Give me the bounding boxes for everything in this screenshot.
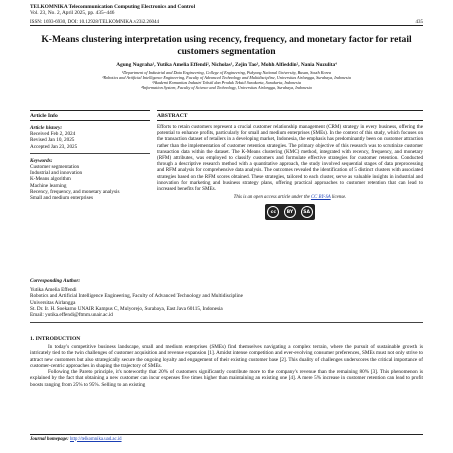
paper-title: K-Means clustering interpretation using recency, frequency, and monetary factor for retail customers segmentation: [41, 34, 412, 57]
article-info-column: [30, 110, 150, 202]
article-history-label: Article history:: [30, 125, 63, 131]
journal-name: TELKOMNIKA Telecommunication Computing Electronics and Control: [30, 4, 196, 10]
corresponding-rule: [30, 322, 423, 323]
journal-volume: Vol. 23, No. 2, April 2025, pp. 435~446: [30, 10, 115, 17]
corresponding-author: [30, 278, 423, 323]
keyword: Machine learning: [30, 182, 67, 189]
issn-doi: ISSN: 1693-6930, DOI: 10.12928/TELKOMNIKA.v23i2.26044: [30, 20, 160, 25]
page-footer: [30, 434, 423, 442]
revised-date: Revised Jan 10, 2025: [30, 137, 75, 144]
corresponding-label: Corresponding Author:: [30, 278, 81, 284]
open-access-suffix: license.: [330, 195, 347, 201]
abstract-text: Efforts to retain customers represent a crucial customer relationship management (CRM) strategy in every business, offering the potential to enhance profits, particularly for small and medium enterprises (SMEs). In the context of this study, which focuses on the transaction dataset of retailers in a developing market, Indonesia, the emphasis has predominantly been on customer attraction rather than the implementation of customer retention strategies. The primary objective of this research was to scrutinize customer transaction data within the dataset. The K-Means clustering (KMC) method, integrated with recency, frequency, and monetary (RFM) attributes, was employed to classify customers and formulate effective strategies for customer retention. Conducted through a descriptive research method with a quantitative approach, the study involved sequential stages of data preprocessing and RFM analysis for comprehensive data analysis. The outcomes revealed the identification of 5 distinct clusters with associated strategies based on the RFM scores obtained. These strategies, tailored to each cluster, serve as valuable insights in industrial and innovation for marketing and business strategy plans, offering practical approaches to customer retention that can lead to increased benefits for SMEs.: [157, 124, 423, 193]
affiliation-4: ⁴Information System, Faculty of Science and Technology, Universitas Airlangga, Surabaya, Indonesia: [141, 85, 312, 91]
keyword: Customer segmentation: [30, 163, 80, 170]
keyword: Small and medium enterprises: [30, 195, 93, 202]
introduction-heading: 1. INTRODUCTION: [30, 336, 81, 342]
corresponding-email[interactable]: Email: yutika.effendi@ftmm.unair.ac.id: [30, 312, 113, 319]
open-access-prefix: This is an open access article under the: [233, 195, 311, 201]
attribution-icon: BY: [284, 206, 296, 218]
keywords-list: [30, 164, 150, 202]
keyword: Recency, frequency, and monetary analysis: [30, 189, 120, 196]
info-divider: [30, 153, 150, 154]
corresponding-university: Universitas Airlangga: [30, 299, 76, 306]
journal-header: [30, 4, 195, 17]
affiliation-1: ¹Department of Industrial and Data Engineering, College of Engineering, Pukyong National University, Busan, South Korea: [121, 70, 332, 75]
homepage-label: Journal homepage:: [30, 436, 69, 442]
corresponding-name: Yutika Amelia Effendi: [30, 287, 77, 293]
received-date: Received Feb 2, 2024: [30, 131, 76, 137]
article-history: [30, 131, 150, 150]
page-number: 435: [415, 20, 423, 25]
article-info-heading: Article Info: [30, 110, 150, 121]
homepage-link[interactable]: http://telkomnika.uad.ac.id: [69, 436, 122, 442]
accepted-date: Accepted Jan 23, 2025: [30, 143, 78, 150]
cc-license-badge[interactable]: [265, 204, 315, 220]
keywords-label: Keywords:: [30, 157, 53, 164]
abstract-column: [157, 110, 423, 220]
open-access-note: [157, 195, 423, 200]
affiliation-2: ²Robotics and Artificial Intelligence Engineering, Faculty of Advanced Technology and Multidiscipline, Universitas Airlangga, Surabaya, Indonesia: [102, 75, 351, 81]
affiliation-3: ³Akademi Komunitas Industri Tekstil dan Produk Tekstil Surakarta, Surakarta, Indonesia: [152, 80, 301, 86]
introduction-section: [30, 336, 423, 388]
intro-paragraph: Following the Pareto principle, it's noteworthy that 20% of customers significantly contribute more to the company's revenue than the remaining 80% [3]. This phenomenon is explained by the fact that obtaining a new customer can incur expenses five times higher than maintaining an existing one [4]. A mere 5% increase in customer retention can lead to profit boosts ranging from 25% to 95%. Selling to an existing: [30, 369, 423, 388]
corresponding-affiliation: Robotics and Artificial Intelligence Engineering, Faculty of Advanced Technology and Multidiscipline: [30, 293, 243, 300]
intro-paragraph: In today's competitive business landscape, small and medium enterprises (SMEs) find themselves navigating a complex terrain, where the pursuit of sustainable growth is intricately tied to the twin challenges of customer acquisition and revenue expansion [1]. Amidst intense competition and ever-evolving consumer preferences, SMEs must not only strive to attract new customers but also strategically secure the ongoing loyalty and engagement of their existing customer base [2]. This duality of challenges underscores the critical importance of customer-centric approaches in shaping the trajectory of SMEs.: [30, 344, 423, 369]
affiliations: [40, 70, 413, 90]
abstract-heading: ABSTRACT: [157, 110, 423, 121]
keyword: Industrial and innovation: [30, 170, 83, 177]
keyword: K-Means algorithm: [30, 176, 71, 183]
license-link[interactable]: CC BY-SA: [310, 195, 331, 201]
author-list: Agung Nugraha¹, Yutika Amelia Effendi², Nicholas¹, Zejin Tao³, Mohh Alfieddin², Nania Nuzulita⁴: [116, 62, 337, 68]
corresponding-address: St. Dr. Ir. H. Soekarno UNAIR Kampus C, Mulyorejo, Surabaya, East Java 60115, Indonesia: [30, 305, 223, 312]
share-alike-icon: SA: [301, 206, 313, 218]
header-rule: [30, 25, 423, 26]
cc-icon: cc: [267, 206, 279, 218]
